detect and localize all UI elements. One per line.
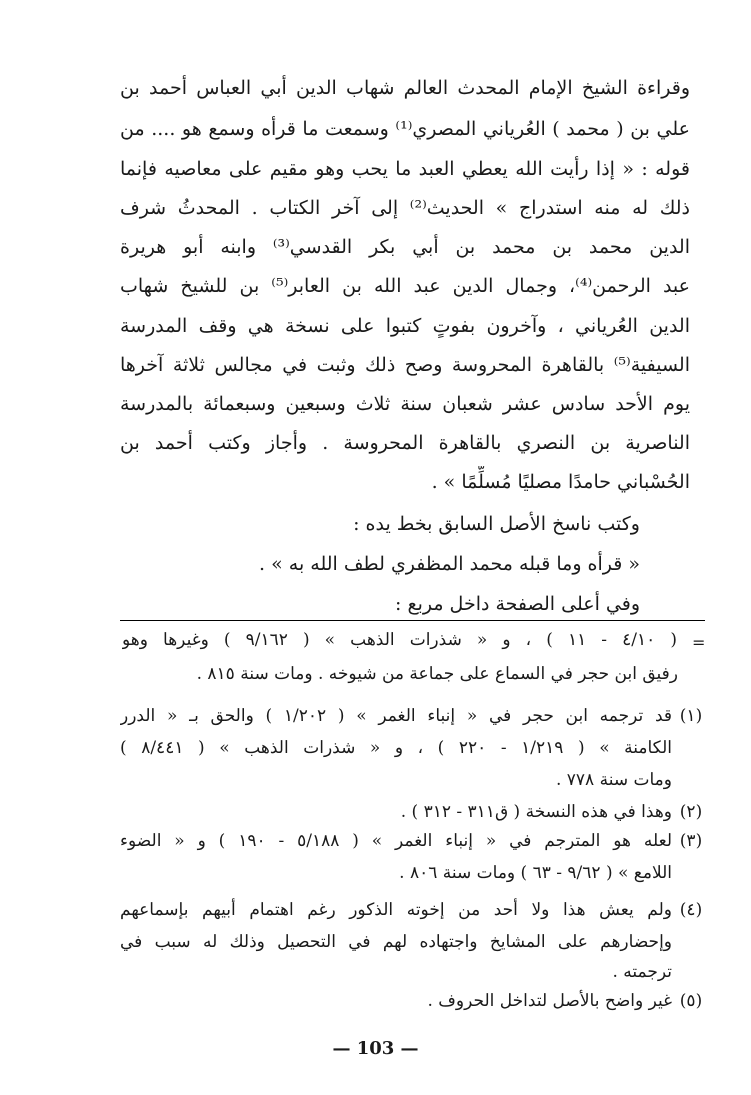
footnote-4-number: (٤)	[679, 900, 703, 920]
footnote-1-number: (١)	[679, 706, 703, 726]
footnote-4-line-2: وإحضارهم على المشايخ واجتهاده لهم في التحصيل وذلك له سبب في	[120, 932, 672, 952]
body-line-7: الدين العُرياني ، وآخرون بفوتٍ كتبوا على نسخة هي وقف المدرسة	[120, 315, 690, 337]
body-line-5: الدين محمد بن محمد بن أبي بكر القدسي⁽³⁾ وابنه أبو هريرة	[120, 236, 690, 258]
footnote-1-line-2: الكامنة » ( ١/٢١٩ - ٢٢٠ ) ، و « شذرات الذهب » ( ٨/٤٤١ )	[120, 738, 672, 758]
footnote-4-line-3: ترجمته .	[612, 962, 672, 982]
footnote-1-line-3: ومات سنة ٧٧٨ .	[555, 770, 672, 790]
footnote-2-line-1: وهذا في هذه النسخة ( ق٣١١ - ٣١٢ ) .	[400, 802, 672, 822]
body-line-6: عبد الرحمن⁽⁴⁾، وجمال الدين عبد الله بن العابر⁽⁵⁾ بن للشيخ شهاب	[120, 275, 690, 297]
footnote-1-line-1: قد ترجمه ابن حجر في « إنباء الغمر » ( ١/٢٠٢ ) والحق بـ « الدرر	[120, 706, 672, 726]
body-line-11: الحُسْباني حامدًا مصليًا مُسلِّمًا » .	[431, 471, 690, 493]
body-line-3: قوله : « إذا رأيت الله يعطي العبد ما يحب وهو مقيم على معاصيه فإنما	[120, 158, 690, 180]
footnote-continuation-line-2: رفيق ابن حجر في السماع على جماعة من شيوخه . ومات سنة ٨١٥ .	[196, 664, 678, 684]
body-line-2: علي بن ( محمد ) العُرياني المصري⁽¹⁾ وسمعت ما قرأه وسمع هو .... من	[120, 118, 690, 140]
body-line-8: السيفية⁽⁵⁾ بالقاهرة المحروسة وصح ذلك وثبت في مجالس ثلاثة آخرها	[120, 354, 690, 376]
body-line-10: الناصرية بن النصري بالقاهرة المحروسة . وأجاز وكتب أحمد بن	[120, 432, 690, 454]
footnote-continuation-mark: =	[692, 633, 706, 652]
body-line-4: ذلك له منه استدراج » الحديث⁽²⁾ إلى آخر الكتاب . المحدثُ شرف	[120, 197, 690, 219]
body-indented-3: وفي أعلى الصفحة داخل مربع :	[395, 593, 640, 615]
footnote-separator	[120, 620, 705, 621]
page-number: — 103 —	[332, 1038, 419, 1059]
footnote-3-line-1: لعله هو المترجم في « إنباء الغمر » ( ٥/١٨٨ - ١٩٠ ) و « الضوء	[120, 831, 672, 851]
body-indented-1: وكتب ناسخ الأصل السابق بخط يده :	[353, 513, 640, 535]
footnote-5-number: (٥)	[679, 991, 703, 1011]
body-line-9: يوم الأحد سادس عشر شعبان سنة ثلاث وسبعين وسبعمائة بالمدرسة	[120, 393, 690, 415]
footnote-continuation-line-1: ( ٤/١٠ - ١١ ) ، و « شذرات الذهب » ( ٩/١٦٢ ) وغيرها وهو	[122, 630, 677, 650]
body-line-1: وقراءة الشيخ الإمام المحدث العالم شهاب الدين أبي العباس أحمد بن	[120, 77, 690, 99]
body-indented-2: « قرأه وما قبله محمد المظفري لطف الله به » .	[259, 553, 640, 575]
footnote-4-line-1: ولم يعش هذا ولا أحد من إخوته الذكور رغم اهتمام أبيهم بإسماعهم	[120, 900, 672, 920]
footnote-5-line-1: غير واضح بالأصل لتداخل الحروف .	[427, 991, 672, 1011]
footnote-2-number: (٢)	[679, 802, 703, 822]
footnote-3-line-2: اللامع » ( ٩/٦٢ - ٦٣ ) ومات سنة ٨٠٦ .	[399, 863, 672, 883]
footnote-3-number: (٣)	[679, 831, 703, 851]
